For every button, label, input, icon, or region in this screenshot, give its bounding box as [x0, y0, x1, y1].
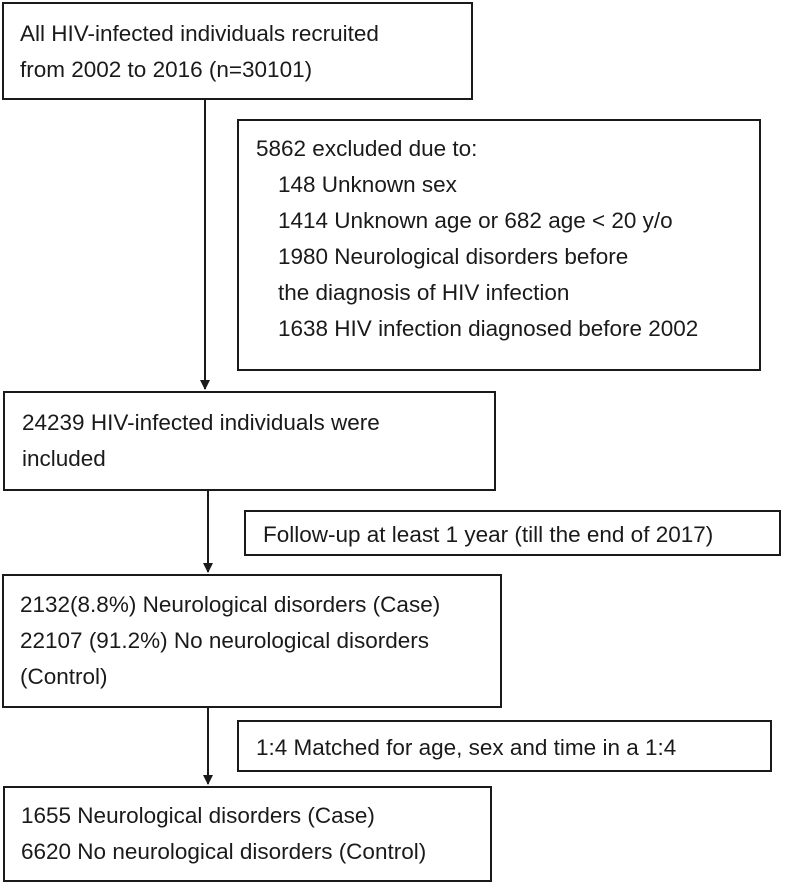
outcomes-line-control: 22107 (91.2%) No neurological disorders [20, 628, 429, 653]
excluded-item-neuro-before-cont: the diagnosis of HIV infection [278, 280, 570, 305]
excluded-item-neuro-before: 1980 Neurological disorders before [278, 244, 629, 269]
outcomes-box [2, 574, 502, 708]
included-box [3, 391, 496, 491]
excluded-heading: 5862 excluded due to: [256, 136, 478, 161]
followup-text: Follow-up at least 1 year (till the end of 2017) [263, 522, 714, 547]
final-line-case: 1655 Neurological disorders (Case) [21, 803, 375, 828]
outcomes-line-control-cont: (Control) [20, 664, 108, 689]
excluded-item-diagnosed-before-2002: 1638 HIV infection diagnosed before 2002 [278, 316, 699, 341]
matching-text: 1:4 Matched for age, sex and time in a 1:4 [256, 735, 677, 760]
final-line-control: 6620 No neurological disorders (Control) [21, 839, 427, 864]
final-box [3, 786, 492, 882]
excluded-box [237, 119, 761, 371]
recruited-line-2: from 2002 to 2016 (n=30101) [20, 57, 313, 82]
excluded-item-unknown-age: 1414 Unknown age or 682 age < 20 y/o [278, 208, 673, 233]
followup-box [244, 510, 781, 556]
recruited-box [2, 2, 473, 100]
excluded-item-unknown-sex: 148 Unknown sex [278, 172, 457, 197]
outcomes-line-case: 2132(8.8%) Neurological disorders (Case) [20, 592, 441, 617]
recruited-line-1: All HIV-infected individuals recruited [20, 21, 379, 46]
included-line-2: included [22, 446, 106, 471]
included-line-1: 24239 HIV-infected individuals were [22, 410, 380, 435]
matching-box [237, 720, 772, 772]
